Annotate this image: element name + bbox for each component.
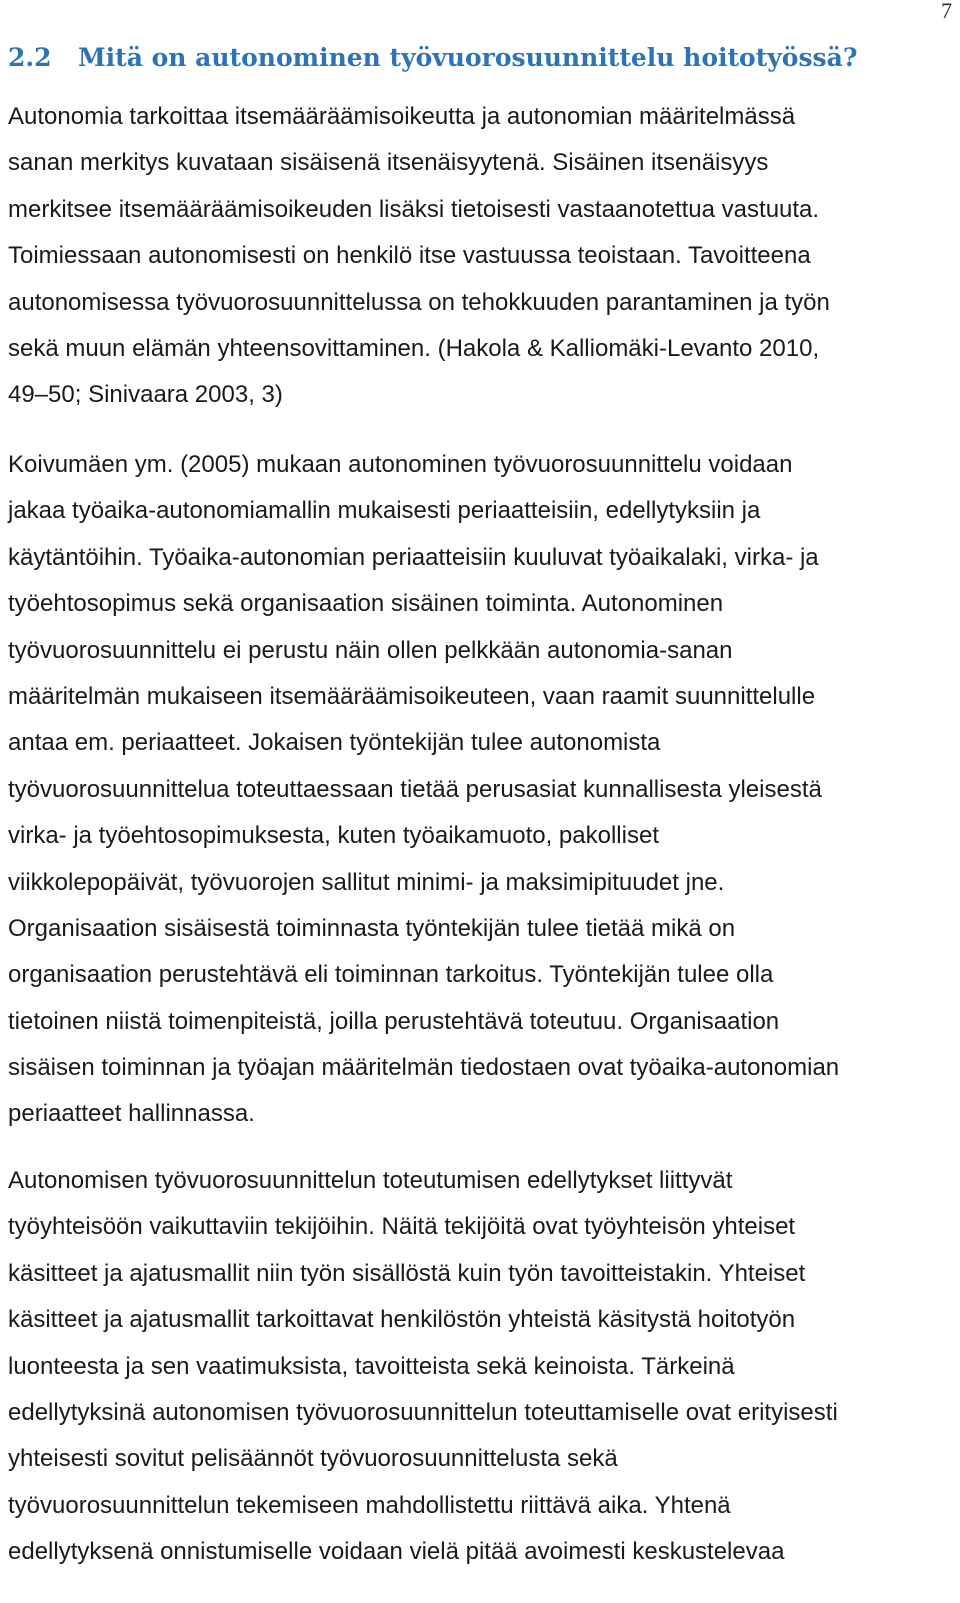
text-line: edellytyksinä autonomisen työvuorosuunnittelun toteuttamiselle ovat erityisesti [8,1398,838,1426]
text-line: autonomisessa työvuorosuunnittelussa on tehokkuuden parantaminen ja työn [8,288,830,316]
text-line: sekä muun elämän yhteensovittaminen. (Hakola & Kalliomäki-Levanto 2010, [8,334,820,362]
text-line: Toimiessaan autonomisesti on henkilö itse vastuussa teoistaan. Tavoitteena [8,242,811,270]
text-line: periaatteet hallinnassa. [8,1100,255,1128]
section-title: Mitä on autonominen työvuorosuunnittelu hoitotyössä? [78,43,858,72]
text-line: jakaa työaika-autonomiamallin mukaisesti periaatteisiin, edellytyksiin ja [8,497,761,525]
text-line: Koivumäen ym. (2005) mukaan autonominen työvuorosuunnittelu voidaan [8,451,793,478]
text-line: määritelmän mukaiseen itsemääräämisoikeuteen, vaan raamit suunnittelulle [8,682,816,710]
text-line: organisaation perustehtävä eli toiminnan tarkoitus. Työntekijän tulee olla [8,961,774,989]
text-line: virka- ja työehtosopimuksesta, kuten työaikamuoto, pakolliset [8,822,659,850]
text-line: 49–50; Sinivaara 2003, 3) [8,381,283,409]
paragraph-working-time-autonomy-model [8,442,960,1138]
text-line: edellytyksenä onnistumiselle voidaan vielä pitää avoimesti keskustelevaa [8,1538,785,1566]
text-line: käytäntöihin. Työaika-autonomian periaatteisiin kuuluvat työaikalaki, virka- ja [8,543,819,571]
paragraph-autonomy-definition [8,94,960,419]
text-line: työvuorosuunnittelun tekemiseen mahdollistettu riittävä aika. Yhtenä [8,1491,731,1519]
text-line: luonteesta ja sen vaatimuksista, tavoitteista sekä keinoista. Tärkeinä [8,1352,735,1380]
text-line: työvuorosuunnittelua toteuttaessaan tietää perusasiat kunnallisesta yleisestä [8,775,822,803]
text-line: tietoinen niistä toimenpiteistä, joilla perustehtävä toteutuu. Organisaation [8,1007,780,1035]
text-line: Autonomia tarkoittaa itsemääräämisoikeutta ja autonomian määritelmässä [8,103,796,130]
paragraph-prerequisites [8,1158,960,1576]
text-line: käsitteet ja ajatusmallit tarkoittavat henkilöstön yhteistä käsitystä hoitotyön [8,1306,796,1334]
text-line: työehtosopimus sekä organisaation sisäinen toiminta. Autonominen [8,590,724,618]
text-line: antaa em. periaatteet. Jokaisen työntekijän tulee autonomista [8,729,661,757]
text-line: sisäisen toiminnan ja työajan määritelmän tiedostaen ovat työaika-autonomian [8,1054,840,1082]
section-number: 2.2 [8,43,52,72]
text-line: viikkolepopäivät, työvuorojen sallitut minimi- ja maksimipituudet jne. [8,868,725,896]
text-line: työyhteisöön vaikuttaviin tekijöihin. Näitä tekijöitä ovat työyhteisön yhteiset [8,1213,796,1241]
text-line: sanan merkitys kuvataan sisäisenä itsenäisyytenä. Sisäinen itsenäisyys [8,149,769,177]
text-line: Organisaation sisäisestä toiminnasta työntekijän tulee tietää mikä on [8,914,736,942]
text-line: merkitsee itsemääräämisoikeuden lisäksi tietoisesti vastaanotettua vastuuta. [8,195,820,223]
text-line: käsitteet ja ajatusmallit niin työn sisällöstä kuin työn tavoitteistakin. Yhteiset [8,1259,806,1287]
page-number: 7 [941,0,952,23]
text-line: työvuorosuunnittelu ei perustu näin ollen pelkkään autonomia-sanan [8,636,733,664]
text-line: Autonomisen työvuorosuunnittelun toteutumisen edellytykset liittyvät [8,1167,733,1194]
text-line: yhteisesti sovitut pelisäännöt työvuorosuunnittelusta sekä [8,1445,618,1473]
section-heading [8,40,857,76]
